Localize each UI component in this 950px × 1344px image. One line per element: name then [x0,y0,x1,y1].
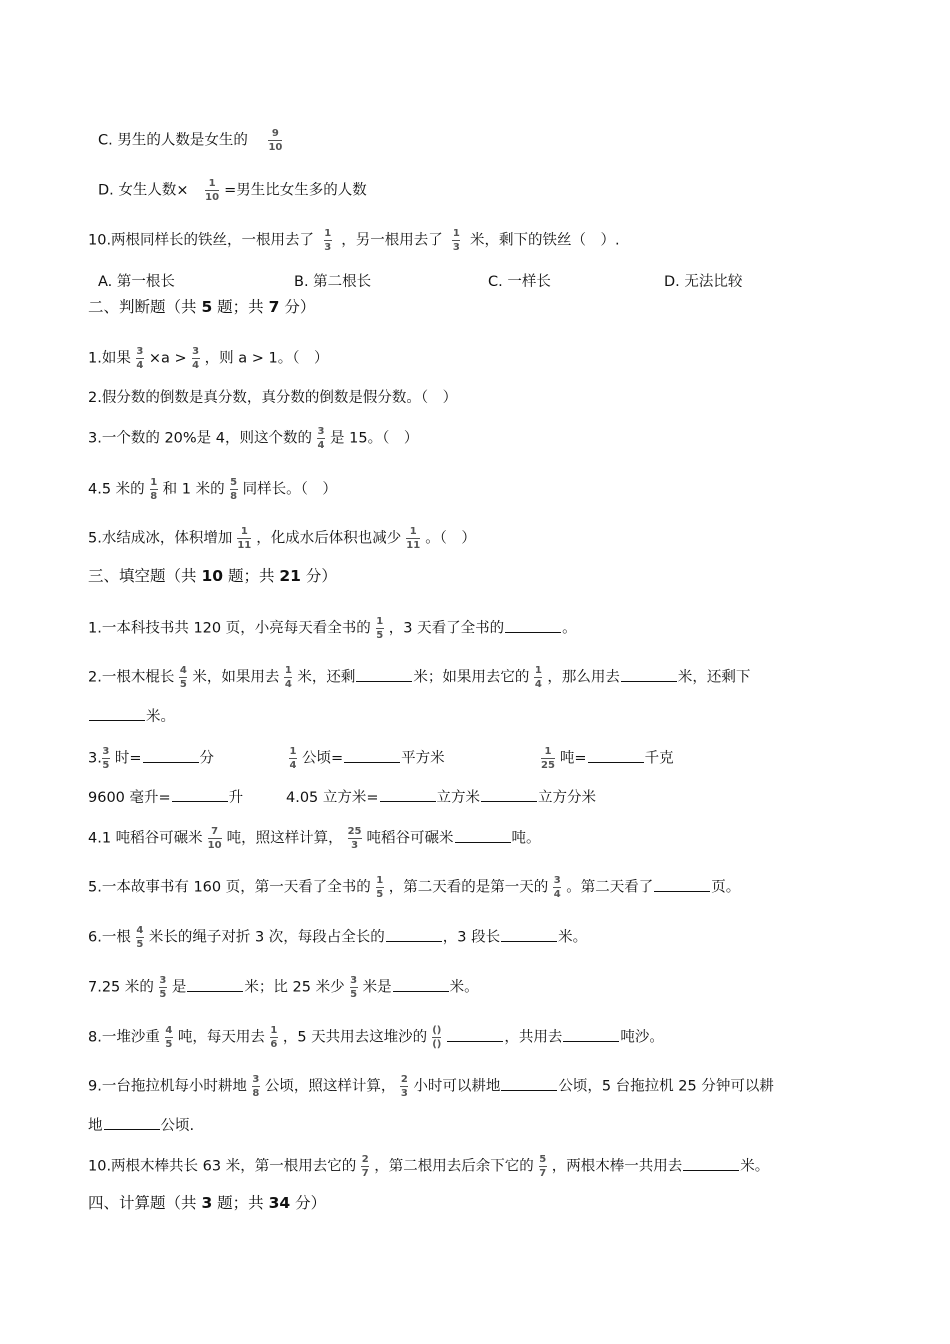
option-d-suffix: =男生比女生多的人数 [224,182,367,199]
fraction: $\frac{1}{6}$ [270,1025,278,1050]
fill-q3: 3. $\frac{3}{5}$ 时= 分 [88,746,214,771]
fraction: $\frac{1}{25}$ [541,746,555,771]
question-text: 米，剩下的铁丝（ ）. [470,232,620,249]
fill-q3-c: $\frac{1}{25}$ 吨= 千克 [541,746,674,771]
answer-blank[interactable] [588,748,644,763]
answer-blank[interactable] [501,927,557,942]
option-b: B. 第二根长 [294,274,372,290]
fraction: $\frac{4}{5}$ [136,925,144,950]
answer-blank[interactable] [621,667,677,682]
answer-blank[interactable] [187,977,243,992]
answer-blank[interactable] [654,877,710,892]
fraction: $\frac{2}{3}$ [400,1074,408,1099]
fraction: $\frac{3}{4}$ [136,346,144,371]
fraction: $\frac{5}{8}$ [230,477,238,502]
fraction: $\frac{3}{4}$ [553,875,561,900]
option-d [98,178,367,203]
option-d-text: D. 女生人数× [98,182,189,199]
answer-blank[interactable] [380,787,436,802]
judge-q5: 5.水结成冰，体积增加 $\frac{1}{11}$ ，化成水后体积也减少 $\frac{1}{11}$ 。（ ） [88,526,476,551]
fill-q10: 10.两根木棒共长 63 米，第一根用去它的 $\frac{2}{7}$ ，第二根用去后余下它的 $\frac{5}{7}$ ，两根木棒一共用去 米。 [88,1154,770,1179]
fraction: $\frac{5}{7}$ [539,1154,547,1179]
fraction: $\frac{1}{4}$ [284,665,292,690]
answer-blank[interactable] [386,927,442,942]
fraction: $\frac{3}{5}$ [102,746,110,771]
fraction: $\frac{1}{3}$ [324,228,332,253]
answer-blank[interactable] [172,787,228,802]
answer-blank[interactable] [393,977,449,992]
fraction: $\frac{3}{4}$ [317,426,325,451]
judge-q4: 4.5 米的 $\frac{1}{8}$ 和 1 米的 $\frac{5}{8}$ 同样长。（ ） [88,477,337,502]
answer-blank[interactable] [356,667,412,682]
answer-blank[interactable] [455,828,511,843]
fill-q3-b: $\frac{1}{4}$ 公顷= 平方米 [289,746,445,771]
option-a: A. 第一根长 [98,274,175,290]
fill-q9: 9.一台拖拉机每小时耕地 $\frac{3}{8}$ 公顷，照这样计算， $\frac{2}{3}$ 小时可以耕地 公顷，5 台拖拉机 25 分钟可以耕 [88,1074,774,1099]
fill-q2-cont: 米。 [88,706,175,727]
fraction: $\frac{1}{4}$ [289,746,297,771]
fraction: $\frac{1}{3}$ [452,228,460,253]
judge-q2: 2.假分数的倒数是真分数，真分数的倒数是假分数。（ ） [88,390,458,406]
answer-blank[interactable] [563,1027,619,1042]
fill-q2: 2.一根木棍长 $\frac{4}{5}$ 米，如果用去 $\frac{1}{4}$ 米，还剩 米；如果用去它的 $\frac{1}{4}$ ，那么用去 米，还剩下 [88,665,751,690]
fraction: $\frac{4}{5}$ [165,1025,173,1050]
fraction: $\frac{1}{11}$ [237,526,252,551]
fraction: $\frac{1}{5}$ [376,875,384,900]
answer-blank[interactable] [143,748,199,763]
fraction: $\frac{2}{7}$ [361,1154,369,1179]
answer-blank[interactable] [501,1076,557,1091]
option-d-q10: D. 无法比较 [664,274,743,290]
fraction: $\frac{4}{5}$ [179,665,187,690]
question-text: ，另一根用去了 [341,232,443,249]
fill-q7: 7.25 米的 $\frac{3}{5}$ 是 米；比 25 米少 $\frac{3}{5}$ 米是 米。 [88,975,479,1000]
option-c-text: C. 男生的人数是女生的 [98,132,248,149]
fraction: $\frac{3}{5}$ [350,975,358,1000]
answer-blank[interactable] [447,1027,503,1042]
fill-q3-row2: 9600 毫升= 升 [88,787,243,808]
fraction: $\frac{1}{11}$ [406,526,421,551]
answer-blank[interactable] [89,706,145,721]
fill-q4: 4.1 吨稻谷可碾米 $\frac{7}{10}$ 吨，照这样计算， $\frac{25}{3}$ 吨稻谷可碾米 吨。 [88,826,541,851]
fill-q6: 6.一根 $\frac{4}{5}$ 米长的绳子对折 3 次，每段占全长的 ，3 段长 米。 [88,925,588,950]
answer-blank[interactable] [683,1156,739,1171]
fraction: $\frac{3}{8}$ [252,1074,260,1099]
section-title-calc: 四、计算题（共 3 题；共 34 分） [88,1194,327,1212]
fraction: $\frac{9}{10}$ [268,128,283,153]
fraction: $\frac{1}{10}$ [205,178,220,203]
answer-blank[interactable] [104,1115,160,1130]
fraction: $\frac{1}{5}$ [376,616,384,641]
option-c [98,128,287,153]
fill-q1: 1.一本科技书共 120 页，小亮每天看全书的 $\frac{1}{5}$ ，3 天看了全书的 。 [88,616,577,641]
fill-q8: 8.一堆沙重 $\frac{4}{5}$ 吨，每天用去 $\frac{1}{6}$ ，5 天共用去这堆沙的 $\frac{()}{()}$ ，共用去 吨沙。 [88,1025,664,1050]
option-c-q10: C. 一样长 [488,274,551,290]
fraction: $\frac{3}{4}$ [192,346,200,371]
fill-q9-cont: 地 公顷. [88,1115,194,1136]
fraction: $\frac{1}{8}$ [150,477,158,502]
question-text: 10.两根同样长的铁丝，一根用去了 [88,232,315,249]
choice-q10 [88,228,620,253]
fraction: $\frac{3}{5}$ [159,975,167,1000]
fraction: $\frac{25}{3}$ [347,826,362,851]
fraction: $\frac{7}{10}$ [207,826,222,851]
section-title-fill: 三、填空题（共 10 题；共 21 分） [88,567,337,585]
fraction-placeholder: $\frac{()}{()}$ [432,1025,442,1050]
answer-blank[interactable] [481,787,537,802]
judge-q1: 1.如果 $\frac{3}{4}$ ×a > $\frac{3}{4}$ ，则 a > 1。（ ） [88,346,329,371]
judge-q3: 3.一个数的 20%是 4，则这个数的 $\frac{3}{4}$ 是 15。（ ） [88,426,419,451]
fraction: $\frac{1}{4}$ [534,665,542,690]
fill-q3-row2-b: 4.05 立方米= 立方米 立方分米 [286,787,596,808]
answer-blank[interactable] [344,748,400,763]
fill-q5: 5.一本故事书有 160 页，第一天看了全书的 $\frac{1}{5}$ ，第二天看的是第一天的 $\frac{3}{4}$ 。第二天看了 页。 [88,875,741,900]
section-title-judge: 二、判断题（共 5 题；共 7 分） [88,298,316,316]
answer-blank[interactable] [505,618,561,633]
